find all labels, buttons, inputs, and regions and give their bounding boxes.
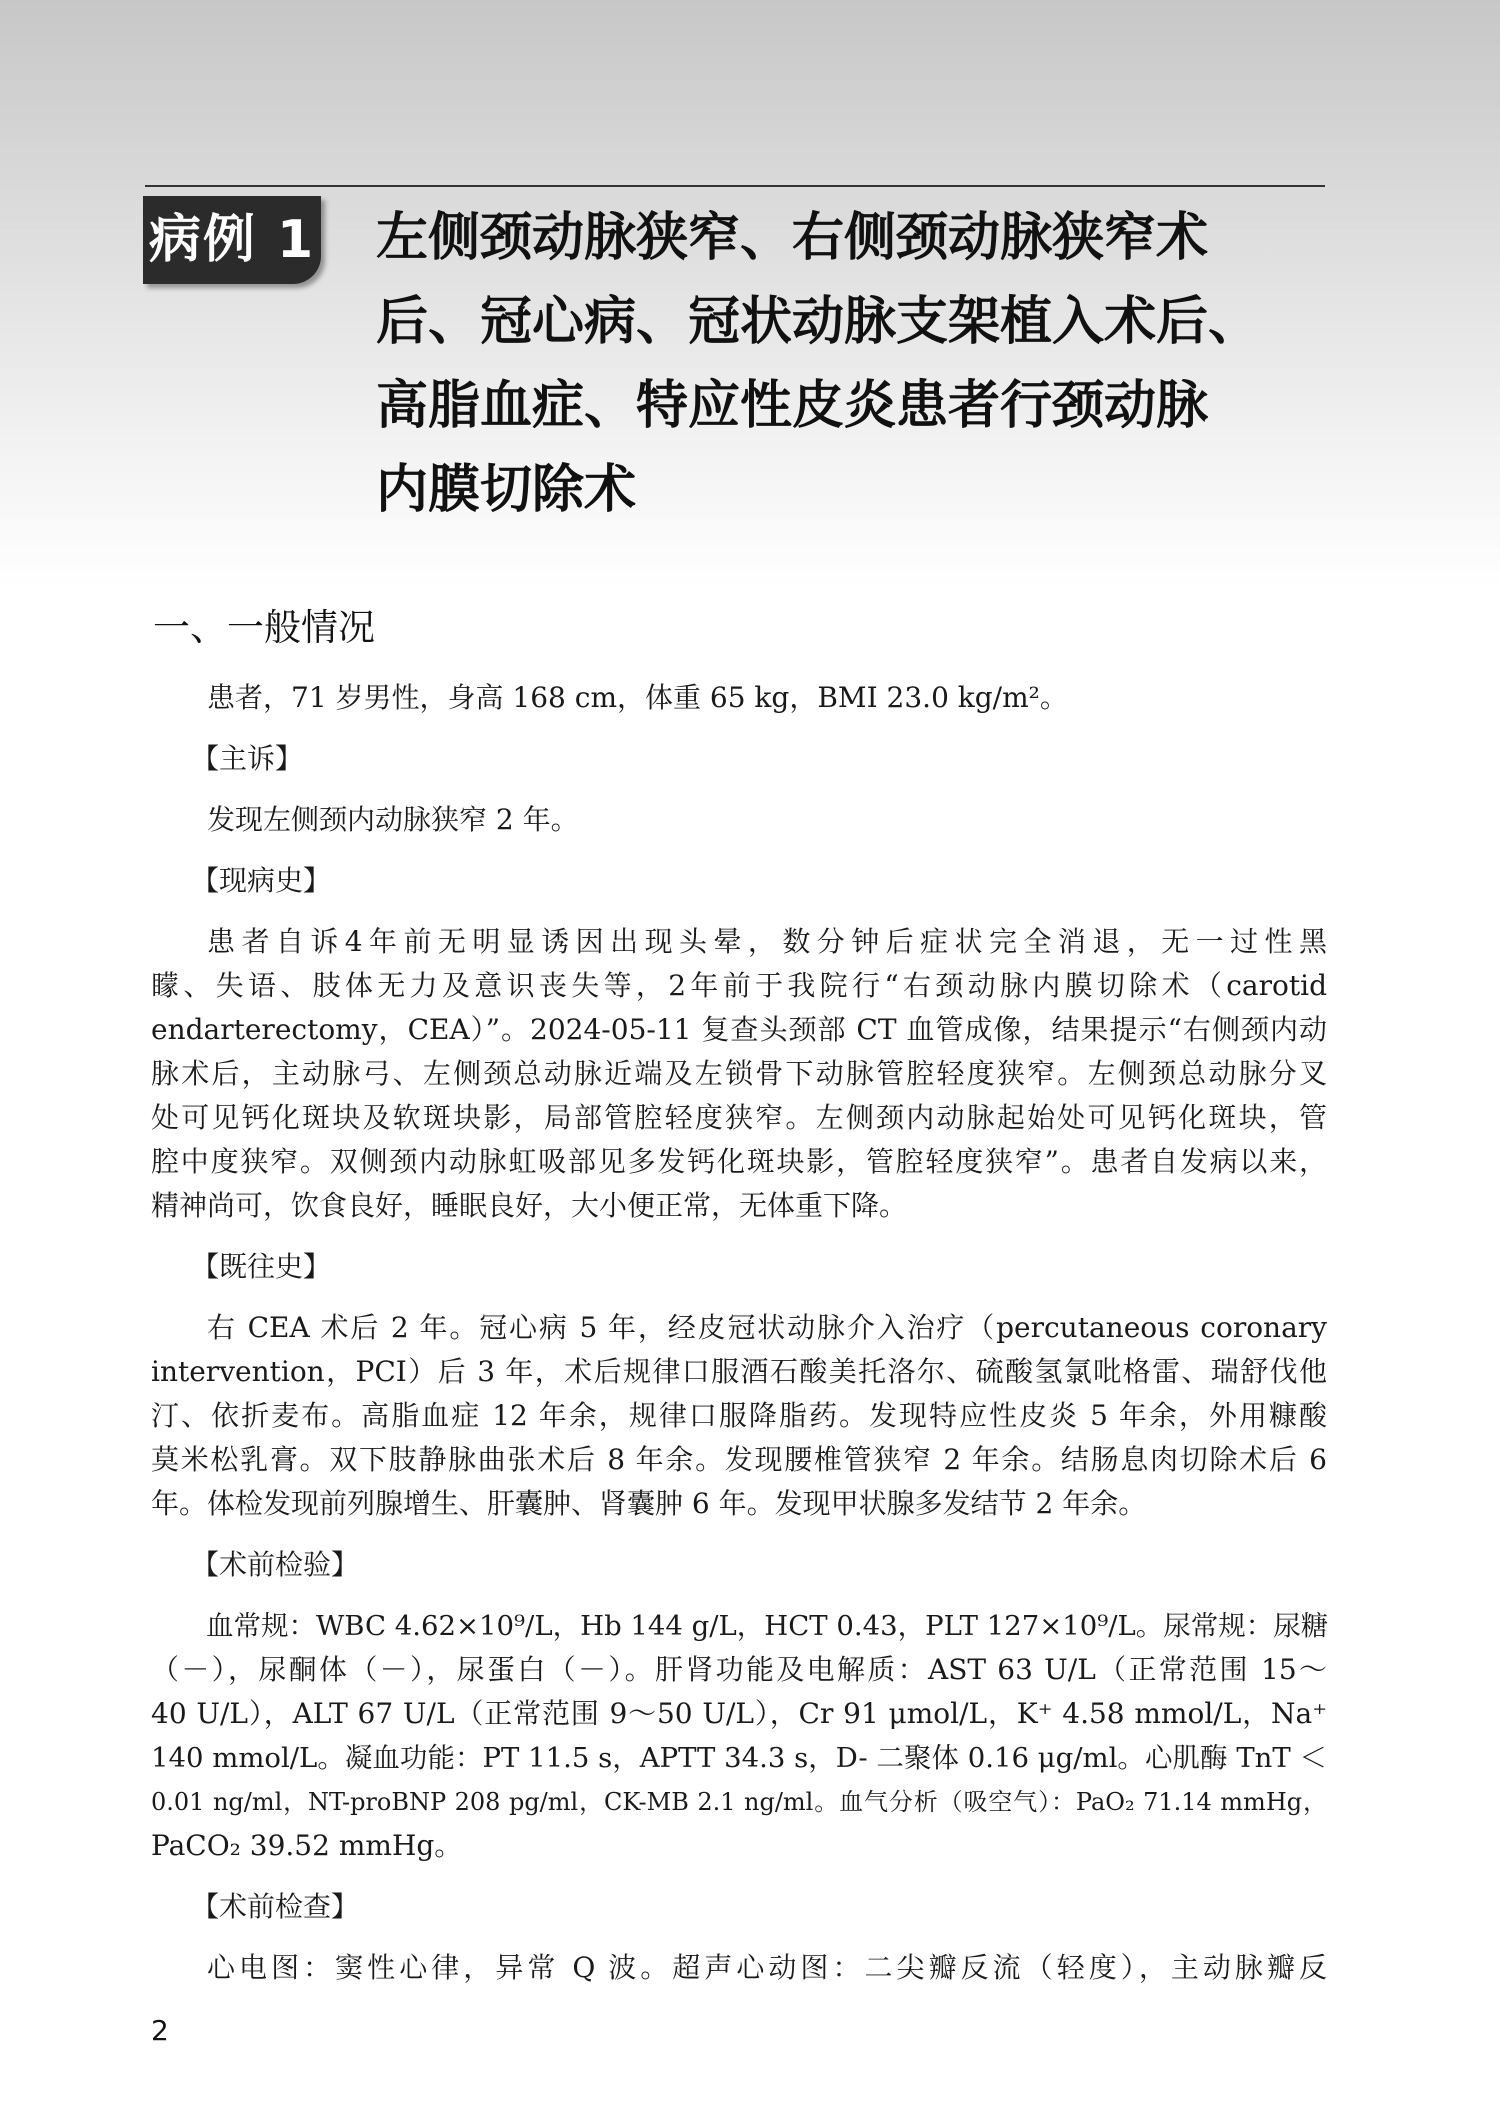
text-line: 40 U/L），ALT 67 U/L（正常范围 9～50 U/L），Cr 91 μmol/L，K⁺ 4.58 mmol/L，Na⁺ bbox=[151, 1697, 1327, 1730]
header-rule bbox=[145, 185, 1325, 187]
preop-exams-text bbox=[151, 1946, 1327, 1990]
text-line: 矇、失语、肢体无力及意识丧失等，2年前于我院行“右颈动脉内膜切除术（carotid bbox=[151, 969, 1327, 1002]
chief-complaint-heading: 【主诉】 bbox=[191, 742, 304, 775]
present-illness-heading: 【现病史】 bbox=[191, 864, 332, 897]
text-line: 血常规：WBC 4.62×10⁹/L，Hb 144 g/L，HCT 0.43，PLT 127×10⁹/L。尿常规：尿糖 bbox=[206, 1610, 1329, 1642]
text-line: 脉术后，主动脉弓、左侧颈总动脉近端及左锁骨下动脉管腔轻度狭窄。左侧颈总动脉分叉 bbox=[151, 1057, 1327, 1090]
preop-labs-heading: 【术前检验】 bbox=[191, 1548, 360, 1581]
text-line: 汀、依折麦布。高脂血症 12 年余，规律口服降脂药。发现特应性皮炎 5 年余，外用糠酸 bbox=[151, 1399, 1327, 1432]
title-line: 后、冠心病、冠状动脉支架植入术后、 bbox=[376, 292, 1261, 352]
past-history-heading: 【既往史】 bbox=[191, 1250, 332, 1283]
section-heading: 一、一般情况 bbox=[153, 606, 375, 649]
preop-labs-text bbox=[151, 1604, 1327, 1868]
title-line: 内膜切除术 bbox=[376, 460, 637, 520]
title-line: 高脂血症、特应性皮炎患者行颈动脉 bbox=[376, 376, 1209, 436]
text-line: 患者自诉4年前无明显诱因出现头晕，数分钟后症状完全消退，无一过性黑 bbox=[207, 925, 1327, 958]
text-line: 精神尚可，饮食良好，睡眠良好，大小便正常，无体重下降。 bbox=[151, 1189, 908, 1222]
text-line: 莫米松乳膏。双下肢静脉曲张术后 8 年余。发现腰椎管狭窄 2 年余。结肠息肉切除术后 6 bbox=[151, 1443, 1327, 1476]
case-badge: 病例 1 bbox=[143, 196, 321, 284]
text-line: 心电图：窦性心律，异常 Q 波。超声心动图：二尖瓣反流（轻度），主动脉瓣反 bbox=[207, 1951, 1327, 1984]
text-line: 140 mmol/L。凝血功能：PT 11.5 s，APTT 34.3 s，D- 二聚体 0.16 μg/ml。心肌酶 TnT ＜ bbox=[151, 1742, 1327, 1774]
text-line: 腔中度狭窄。双侧颈内动脉虹吸部见多发钙化斑块影，管腔轻度狭窄”。患者自发病以来， bbox=[151, 1145, 1327, 1178]
title-line: 左侧颈动脉狭窄、右侧颈动脉狭窄术 bbox=[376, 208, 1209, 268]
page-number: 2 bbox=[151, 2014, 169, 2047]
text-line: 处可见钙化斑块及软斑块影，局部管腔轻度狭窄。左侧颈内动脉起始处可见钙化斑块，管 bbox=[151, 1101, 1327, 1134]
chief-complaint-text: 发现左侧颈内动脉狭窄 2 年。 bbox=[207, 803, 579, 836]
past-history-text bbox=[151, 1306, 1327, 1526]
present-illness-text bbox=[151, 920, 1327, 1228]
text-line: 年。体检发现前列腺增生、肝囊肿、肾囊肿 6 年。发现甲状腺多发结节 2 年余。 bbox=[151, 1487, 1147, 1520]
text-line: endarterectomy，CEA）”。2024-05-11 复查头颈部 CT 血管成像，结果提示“右侧颈内动 bbox=[151, 1013, 1327, 1046]
text-line: （－），尿酮体（－），尿蛋白（－）。肝肾功能及电解质：AST 63 U/L（正常范围 15～ bbox=[151, 1653, 1327, 1686]
text-line: 右 CEA 术后 2 年。冠心病 5 年，经皮冠状动脉介入治疗（percutaneous coronary bbox=[207, 1311, 1327, 1344]
text-line: PaCO₂ 39.52 mmHg。 bbox=[151, 1829, 463, 1862]
intro-paragraph: 患者，71 岁男性，身高 168 cm，体重 65 kg，BMI 23.0 kg/m²。 bbox=[207, 681, 1068, 714]
document-body bbox=[151, 676, 1327, 2007]
text-line: intervention，PCI）后 3 年，术后规律口服酒石酸美托洛尔、硫酸氢氯吡格雷、瑞舒伐他 bbox=[151, 1355, 1327, 1388]
case-title bbox=[376, 196, 1336, 532]
preop-exams-heading: 【术前检查】 bbox=[191, 1890, 360, 1923]
text-line: 0.01 ng/ml，NT-proBNP 208 pg/ml，CK-MB 2.1 ng/ml。血气分析（吸空气）：PaO₂ 71.14 mmHg， bbox=[151, 1788, 1327, 1816]
